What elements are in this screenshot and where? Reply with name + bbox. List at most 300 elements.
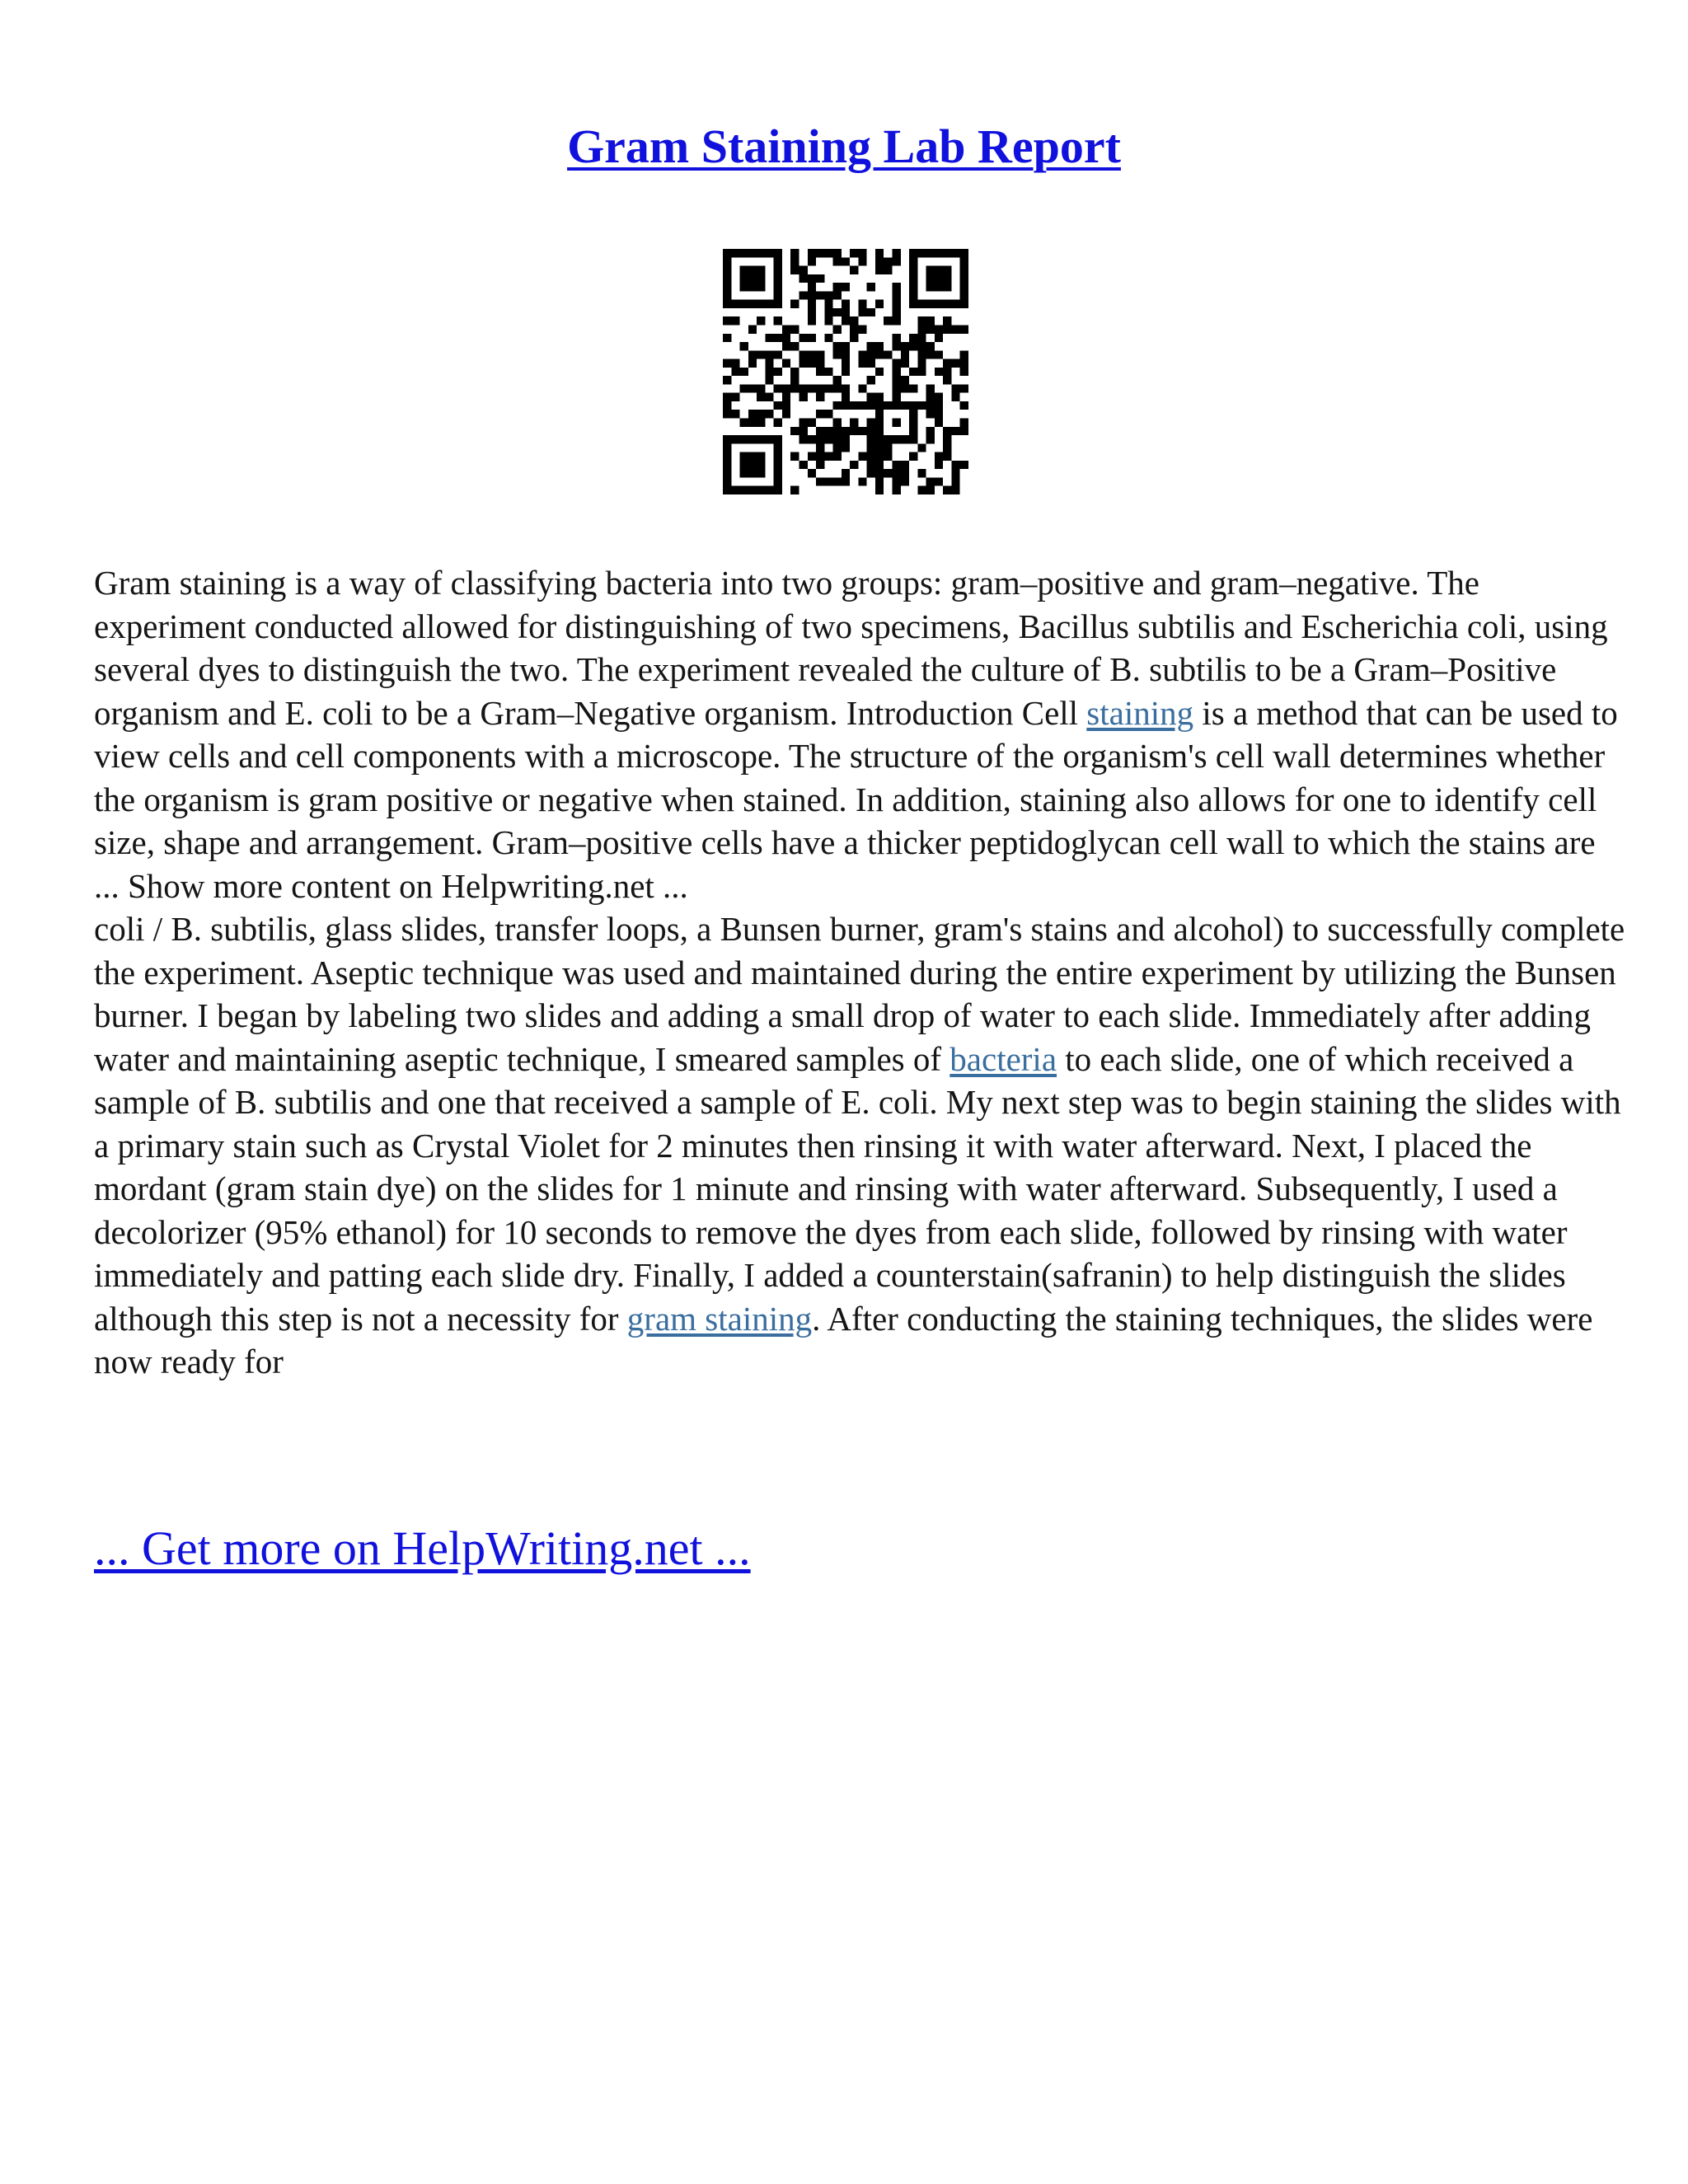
qr-module xyxy=(833,325,842,333)
qr-module xyxy=(723,300,731,308)
qr-module xyxy=(842,393,850,401)
qr-module xyxy=(917,334,926,342)
qr-module xyxy=(782,393,790,401)
qr-module xyxy=(926,393,935,401)
qr-module xyxy=(875,410,884,418)
qr-module xyxy=(884,257,892,265)
qr-module xyxy=(926,325,935,333)
qr-module xyxy=(893,359,901,368)
qr-module xyxy=(943,427,951,435)
qr-module xyxy=(765,486,773,494)
qr-module xyxy=(884,452,892,461)
qr-module xyxy=(960,325,968,333)
qr-module xyxy=(774,368,782,376)
qr-module xyxy=(893,477,901,485)
qr-module xyxy=(757,274,765,283)
qr-module xyxy=(893,334,901,342)
qr-module xyxy=(875,393,884,401)
qr-module xyxy=(858,257,866,265)
qr-module xyxy=(858,427,866,435)
qr-module xyxy=(774,300,782,308)
qr-module xyxy=(926,401,935,410)
qr-module xyxy=(833,443,842,452)
qr-module xyxy=(790,384,799,392)
qr-module xyxy=(867,283,875,291)
qr-module xyxy=(723,376,731,384)
qr-module xyxy=(951,384,959,392)
qr-module xyxy=(867,393,875,401)
qr-module xyxy=(917,300,926,308)
qr-module xyxy=(808,249,816,257)
qr-module xyxy=(774,461,782,469)
qr-module xyxy=(748,435,757,443)
qr-module xyxy=(757,384,765,392)
qr-module xyxy=(951,477,959,485)
qr-module xyxy=(875,477,884,485)
qr-module xyxy=(723,266,731,274)
qr-module xyxy=(824,452,832,461)
qr-module xyxy=(782,401,790,410)
qr-module xyxy=(850,316,858,325)
qr-module xyxy=(935,477,943,485)
qr-module xyxy=(893,461,901,469)
qr-module xyxy=(816,452,824,461)
qr-module xyxy=(842,342,850,350)
qr-module xyxy=(833,401,842,410)
qr-module xyxy=(935,350,943,359)
qr-module xyxy=(790,342,799,350)
bacteria-link[interactable]: bacteria xyxy=(950,1039,1057,1078)
qr-module xyxy=(824,316,832,325)
qr-module xyxy=(858,477,866,485)
qr-module xyxy=(935,401,943,410)
qr-module xyxy=(731,300,739,308)
qr-module xyxy=(808,359,816,368)
qr-module xyxy=(875,427,884,435)
qr-module xyxy=(935,325,943,333)
qr-module xyxy=(935,334,943,342)
qr-module xyxy=(816,410,824,418)
qr-module xyxy=(901,435,909,443)
qr-module xyxy=(774,419,782,427)
qr-module xyxy=(909,435,917,443)
qr-module xyxy=(723,274,731,283)
qr-module xyxy=(842,283,850,291)
qr-module xyxy=(799,274,807,283)
qr-module xyxy=(893,393,901,401)
qr-module xyxy=(943,435,951,443)
qr-module xyxy=(867,308,875,316)
qr-module xyxy=(808,469,816,477)
qr-module xyxy=(901,477,909,485)
qr-module xyxy=(808,283,816,291)
qr-module xyxy=(909,291,917,299)
qr-module xyxy=(833,283,842,291)
qr-module xyxy=(951,300,959,308)
qr-module xyxy=(960,368,968,376)
qr-module xyxy=(893,376,901,384)
paragraph-text: Gram staining is a way of classifying bacteria into two groups: gram–positive and gram–negative. The experiment conducted allowed for distinguishing of two specimens, Bacillus subtilis and Escherichia coli, using several dyes to distinguish the two. The experiment revealed the culture of B. subtilis to be a Gram–Positive organism and E. coli to be a Gram–Negative organism. Introduction Cell xyxy=(94,564,1608,732)
qr-module xyxy=(943,283,951,291)
qr-module xyxy=(816,393,824,401)
qr-module xyxy=(960,384,968,392)
gram-staining-link[interactable]: gram staining xyxy=(626,1299,813,1338)
qr-module xyxy=(858,359,866,368)
qr-module xyxy=(765,368,773,376)
qr-module xyxy=(774,477,782,485)
qr-module xyxy=(943,359,951,368)
qr-module xyxy=(774,283,782,291)
qr-module xyxy=(842,435,850,443)
qr-module xyxy=(909,452,917,461)
qr-module xyxy=(723,469,731,477)
qr-module xyxy=(757,469,765,477)
qr-module xyxy=(833,249,842,257)
qr-module xyxy=(858,452,866,461)
qr-module xyxy=(774,452,782,461)
qr-module xyxy=(765,300,773,308)
qr-module xyxy=(757,419,765,427)
qr-module xyxy=(867,419,875,427)
qr-module xyxy=(748,249,757,257)
qr-module xyxy=(731,410,739,418)
qr-module xyxy=(816,368,824,376)
qr-module xyxy=(867,359,875,368)
qr-module xyxy=(748,325,757,333)
qr-module xyxy=(757,452,765,461)
qr-module xyxy=(960,427,968,435)
qr-module xyxy=(774,334,782,342)
qr-module xyxy=(842,359,850,368)
qr-module xyxy=(790,486,799,494)
qr-module xyxy=(740,435,748,443)
qr-module xyxy=(858,325,866,333)
qr-module xyxy=(833,257,842,265)
qr-module xyxy=(748,384,757,392)
qr-module xyxy=(926,486,935,494)
qr-module xyxy=(740,419,748,427)
qr-module xyxy=(893,368,901,376)
qr-module xyxy=(765,249,773,257)
qr-module xyxy=(875,257,884,265)
qr-module xyxy=(893,257,901,265)
qr-module xyxy=(782,334,790,342)
qr-module xyxy=(748,469,757,477)
qr-module xyxy=(808,274,816,283)
qr-module xyxy=(842,443,850,452)
qr-module xyxy=(774,350,782,359)
qr-module xyxy=(799,435,807,443)
qr-module xyxy=(960,274,968,283)
qr-module xyxy=(893,401,901,410)
qr-module xyxy=(833,384,842,392)
qr-module xyxy=(951,461,959,469)
qr-module xyxy=(858,300,866,308)
qr-module xyxy=(799,334,807,342)
qr-module xyxy=(858,384,866,392)
qr-module xyxy=(757,486,765,494)
qr-module xyxy=(926,384,935,392)
qr-module xyxy=(723,486,731,494)
qr-module xyxy=(799,393,807,401)
qr-module xyxy=(875,419,884,427)
qr-module xyxy=(893,486,901,494)
qr-module xyxy=(790,249,799,257)
qr-module xyxy=(808,291,816,299)
qr-module xyxy=(926,274,935,283)
qr-module xyxy=(740,300,748,308)
qr-module xyxy=(765,435,773,443)
qr-module xyxy=(917,401,926,410)
qr-module xyxy=(858,249,866,257)
qr-module xyxy=(917,359,926,368)
qr-module xyxy=(782,342,790,350)
qr-module xyxy=(757,300,765,308)
qr-module xyxy=(875,401,884,410)
qr-module xyxy=(740,486,748,494)
qr-module xyxy=(951,427,959,435)
qr-module xyxy=(901,342,909,350)
qr-module xyxy=(842,401,850,410)
document-body xyxy=(94,561,1627,1384)
qr-module xyxy=(799,266,807,274)
qr-module xyxy=(774,274,782,283)
qr-module xyxy=(935,419,943,427)
qr-module xyxy=(901,469,909,477)
qr-module xyxy=(951,486,959,494)
qr-module xyxy=(909,419,917,427)
qr-module xyxy=(748,350,757,359)
qr-module xyxy=(867,342,875,350)
qr-module xyxy=(799,359,807,368)
qr-module xyxy=(893,419,901,427)
qr-module xyxy=(740,342,748,350)
qr-module xyxy=(748,266,757,274)
qr-module xyxy=(909,249,917,257)
qr-module xyxy=(875,435,884,443)
qr-module xyxy=(757,435,765,443)
qr-module xyxy=(765,350,773,359)
qr-module xyxy=(935,393,943,401)
qr-module xyxy=(943,274,951,283)
qr-module xyxy=(909,368,917,376)
qr-module xyxy=(875,342,884,350)
qr-module xyxy=(824,291,832,299)
qr-module xyxy=(867,461,875,469)
qr-module xyxy=(833,291,842,299)
qr-module xyxy=(824,477,832,485)
qr-module xyxy=(824,308,832,316)
qr-module xyxy=(884,469,892,477)
qr-module xyxy=(799,461,807,469)
qr-module xyxy=(824,334,832,342)
qr-module xyxy=(926,249,935,257)
qr-module xyxy=(824,410,832,418)
qr-module xyxy=(935,461,943,469)
paragraph-text: coli / B. subtilis, glass slides, transfer loops, a Bunsen burner, gram's stains and alcohol) to successfully complete the experiment. Aseptic technique was used and maintained during the entire experiment by utilizing the Bunsen burner. I began by labeling two slides and adding a small drop of water to each slide. Immediately after adding water and maintaining aseptic technique, I smeared samples of xyxy=(94,910,1625,1078)
qr-module xyxy=(757,249,765,257)
qr-module xyxy=(867,350,875,359)
qr-module xyxy=(740,274,748,283)
qr-module xyxy=(893,435,901,443)
qr-module xyxy=(757,316,765,325)
qr-module xyxy=(774,249,782,257)
qr-module xyxy=(951,249,959,257)
qr-module xyxy=(909,266,917,274)
qr-module xyxy=(850,325,858,333)
qr-module xyxy=(884,443,892,452)
qr-module xyxy=(842,300,850,308)
title-link[interactable]: Gram Staining Lab Report xyxy=(567,120,1121,173)
qr-module xyxy=(909,410,917,418)
qr-module xyxy=(833,452,842,461)
qr-module xyxy=(935,266,943,274)
qr-module xyxy=(842,384,850,392)
qr-module xyxy=(740,469,748,477)
qr-module xyxy=(833,376,842,384)
qr-module xyxy=(833,435,842,443)
qr-module xyxy=(757,461,765,469)
qr-module xyxy=(867,443,875,452)
qr-module xyxy=(765,359,773,368)
qr-module xyxy=(740,283,748,291)
qr-module xyxy=(723,461,731,469)
get-more-container xyxy=(94,1520,751,1577)
qr-module xyxy=(893,291,901,299)
qr-module xyxy=(723,283,731,291)
qr-module xyxy=(757,283,765,291)
qr-module xyxy=(816,291,824,299)
qr-module xyxy=(782,359,790,368)
qr-module xyxy=(943,452,951,461)
qr-module xyxy=(731,435,739,443)
qr-module xyxy=(960,249,968,257)
qr-module xyxy=(850,427,858,435)
qr-module xyxy=(723,443,731,452)
qr-module xyxy=(893,308,901,316)
staining-link[interactable]: staining xyxy=(1086,693,1194,732)
paragraph-abstract xyxy=(94,561,1627,907)
qr-module xyxy=(774,401,782,410)
qr-module xyxy=(757,410,765,418)
qr-module xyxy=(893,384,901,392)
qr-module xyxy=(731,359,739,368)
qr-module xyxy=(765,334,773,342)
paragraph-text: is a method that can be used to view cells and cell components with a microscope. The structure of the organism's cell wall determines whether the organism is gram positive or negative when stained. In addition, staining also allows for one to identify cell size, shape and arrangement. Gram–positive cells have a thicker peptidoglycan cell wall to which the stains are ... Show more content on Helpwriting.net ... xyxy=(94,693,1618,905)
qr-module xyxy=(842,308,850,316)
qr-module xyxy=(816,274,824,283)
qr-module xyxy=(867,469,875,477)
qr-module xyxy=(943,368,951,376)
qr-module xyxy=(799,427,807,435)
qr-module xyxy=(951,469,959,477)
qr-module xyxy=(935,410,943,418)
qr-module xyxy=(901,384,909,392)
qr-module xyxy=(824,300,832,308)
qr-module xyxy=(816,249,824,257)
qr-module xyxy=(740,384,748,392)
qr-module xyxy=(790,325,799,333)
qr-module xyxy=(935,452,943,461)
qr-module xyxy=(858,401,866,410)
qr-module xyxy=(808,334,816,342)
qr-module xyxy=(951,359,959,368)
qr-module xyxy=(943,486,951,494)
qr-module xyxy=(774,316,782,325)
qr-module xyxy=(893,249,901,257)
qr-module xyxy=(824,368,832,376)
qr-module xyxy=(774,469,782,477)
qr-module xyxy=(893,283,901,291)
qr-module xyxy=(816,359,824,368)
qr-module xyxy=(808,257,816,265)
qr-module xyxy=(824,384,832,392)
qr-module xyxy=(909,300,917,308)
qr-module xyxy=(917,486,926,494)
qr-module xyxy=(926,316,935,325)
qr-module xyxy=(935,274,943,283)
get-more-link[interactable]: ... Get more on HelpWriting.net ... xyxy=(94,1521,751,1575)
qr-module xyxy=(757,266,765,274)
qr-module xyxy=(808,300,816,308)
qr-module xyxy=(943,266,951,274)
qr-module xyxy=(926,427,935,435)
qr-module xyxy=(893,469,901,477)
qr-module xyxy=(782,410,790,418)
qr-module xyxy=(893,300,901,308)
qr-module xyxy=(740,266,748,274)
qr-module xyxy=(731,316,739,325)
qr-module xyxy=(790,376,799,384)
qr-module xyxy=(901,359,909,368)
qr-module xyxy=(909,257,917,265)
qr-module xyxy=(808,384,816,392)
qr-code-icon xyxy=(723,249,968,494)
qr-module xyxy=(723,334,731,342)
qr-module xyxy=(875,443,884,452)
qr-module xyxy=(875,368,884,376)
qr-module xyxy=(926,266,935,274)
qr-module xyxy=(926,283,935,291)
qr-module xyxy=(833,350,842,359)
qr-module xyxy=(723,401,731,410)
qr-module xyxy=(808,350,816,359)
qr-module xyxy=(901,350,909,359)
qr-module xyxy=(824,435,832,443)
qr-module xyxy=(799,419,807,427)
qr-module xyxy=(808,308,816,316)
qr-module xyxy=(893,316,901,325)
qr-module xyxy=(875,461,884,469)
qr-module xyxy=(875,249,884,257)
qr-module xyxy=(816,435,824,443)
qr-module xyxy=(757,393,765,401)
qr-module xyxy=(723,477,731,485)
qr-module xyxy=(850,334,858,342)
qr-module xyxy=(774,486,782,494)
qr-module xyxy=(748,410,757,418)
qr-module xyxy=(842,427,850,435)
qr-module xyxy=(960,257,968,265)
qr-module xyxy=(799,350,807,359)
qr-module xyxy=(901,376,909,384)
paragraph-methods xyxy=(94,907,1627,1384)
qr-module xyxy=(960,461,968,469)
qr-module xyxy=(790,452,799,461)
qr-module xyxy=(748,300,757,308)
qr-module xyxy=(884,316,892,325)
qr-module xyxy=(774,384,782,392)
